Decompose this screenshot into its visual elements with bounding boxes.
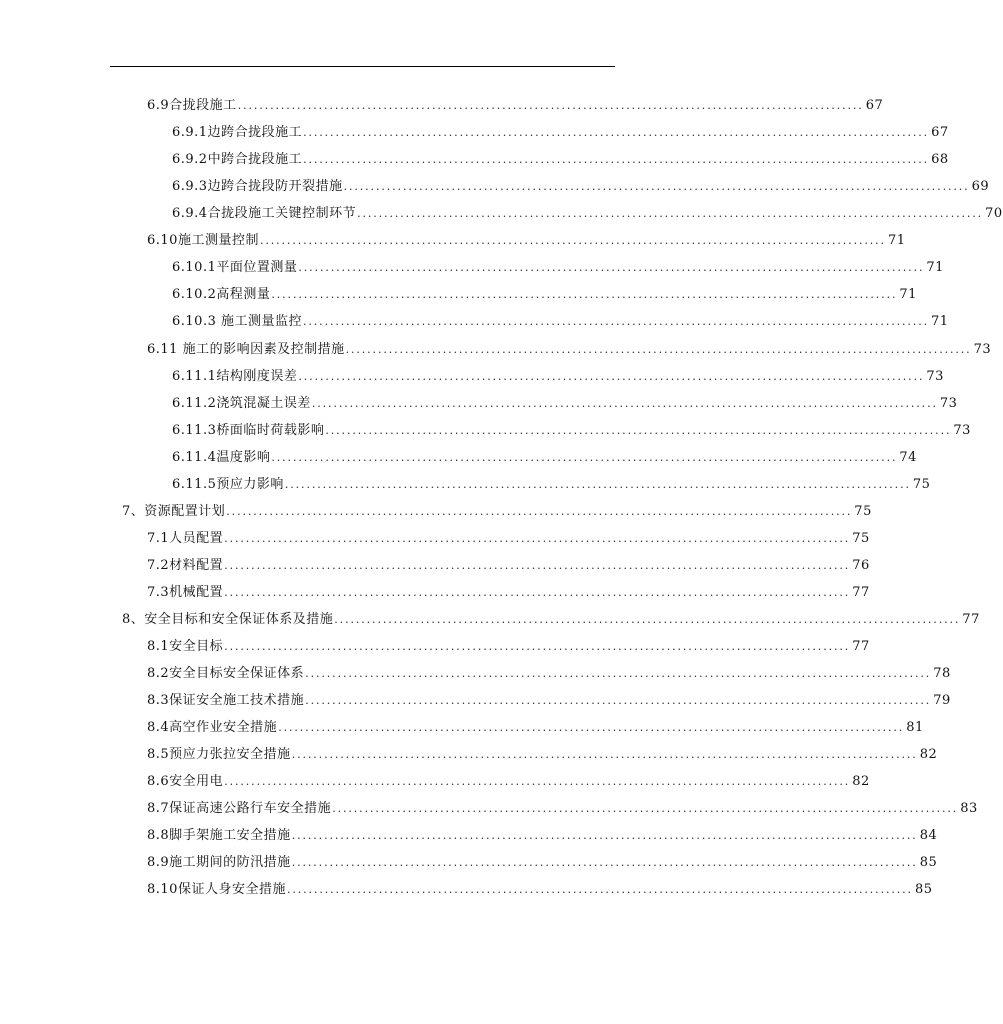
toc-entry[interactable]	[147, 689, 951, 709]
toc-page-number: 73	[939, 396, 958, 411]
toc-entry-label: 6.9.2中跨合拢段施工	[172, 152, 303, 167]
toc-entry-label: 6.9合拢段施工	[147, 98, 237, 113]
toc-entry-label: 6.11.4温度影响	[172, 450, 271, 465]
toc-page-number: 85	[919, 855, 938, 870]
toc-entry-label: 8.6安全用电	[147, 774, 224, 789]
dot-leader: ....................................................................................................................	[325, 424, 952, 437]
toc-entry[interactable]	[147, 851, 938, 871]
dot-leader: ....................................................................................................................	[278, 721, 905, 734]
toc-entry[interactable]	[147, 554, 870, 574]
toc-page-number: 75	[852, 531, 870, 546]
dot-leader: ....................................................................................................................	[224, 532, 851, 545]
toc-page-number: 71	[899, 287, 917, 302]
toc-entry-label: 8.10保证人身安全措施	[147, 882, 286, 897]
toc-page-number: 77	[962, 612, 980, 627]
toc-entry[interactable]	[147, 635, 870, 655]
toc-entry-label: 6.10.1平面位置测量	[172, 260, 298, 275]
toc-page-number: 82	[852, 774, 870, 789]
toc-entry[interactable]	[172, 256, 944, 276]
toc-page-number: 81	[906, 720, 924, 735]
toc-page-number: 67	[931, 125, 949, 140]
toc-entry-label: 6.9.1边跨合拢段施工	[172, 125, 303, 140]
toc-entry-label: 7、资源配置计划	[122, 504, 226, 519]
toc-entry-label: 8、安全目标和安全保证体系及措施	[122, 612, 334, 627]
dot-leader: ....................................................................................................................	[291, 856, 918, 869]
toc-entry-label: 8.3保证安全施工技术措施	[147, 693, 305, 708]
toc-entry[interactable]	[147, 581, 870, 601]
toc-entry[interactable]	[147, 94, 884, 114]
toc-page-number: 74	[899, 450, 917, 465]
toc-entry[interactable]	[147, 878, 933, 898]
toc-page-number: 73	[953, 423, 971, 438]
toc-entry[interactable]	[172, 365, 944, 385]
toc-page-number: 82	[919, 747, 938, 762]
toc-page-number: 76	[852, 558, 870, 573]
dot-leader: ....................................................................................................................	[303, 126, 930, 139]
toc-entry[interactable]	[172, 446, 917, 466]
toc-page-number: 73	[973, 342, 992, 357]
dot-leader: ....................................................................................................................	[298, 261, 925, 274]
toc-entry[interactable]	[147, 824, 938, 844]
toc-entry[interactable]	[172, 283, 917, 303]
dot-leader: ....................................................................................................................	[226, 505, 853, 518]
toc-page-number: 75	[912, 477, 931, 492]
toc-entry-label: 6.9.4合拢段施工关键控制环节	[172, 206, 357, 221]
toc-entry-label: 6.11.3桥面临时荷载影响	[172, 423, 325, 438]
toc-entry-label: 6.11.1结构刚度误差	[172, 369, 298, 384]
dot-leader: ....................................................................................................................	[298, 370, 925, 383]
toc-entry[interactable]	[147, 743, 938, 763]
dot-leader: ....................................................................................................................	[303, 153, 930, 166]
toc-entry[interactable]	[147, 229, 906, 249]
toc-entry-label: 7.1人员配置	[147, 531, 224, 546]
dot-leader: ....................................................................................................................	[286, 883, 913, 896]
dot-leader: ....................................................................................................................	[224, 559, 851, 572]
header-rule	[110, 66, 615, 67]
toc-entry-label: 7.2材料配置	[147, 558, 224, 573]
dot-leader: ....................................................................................................................	[271, 288, 898, 301]
dot-leader: ....................................................................................................................	[291, 748, 918, 761]
toc-page-number: 73	[926, 369, 944, 384]
dot-leader: ....................................................................................................................	[237, 99, 864, 112]
dot-leader: ....................................................................................................................	[302, 315, 929, 328]
toc-entry-label: 6.10.3 施工测量监控	[172, 314, 302, 329]
toc-entry-label: 8.1安全目标	[147, 639, 224, 654]
toc-entry[interactable]	[172, 310, 949, 330]
dot-leader: ....................................................................................................................	[334, 613, 961, 626]
toc-page-number: 70	[985, 206, 1003, 221]
dot-leader: ....................................................................................................................	[311, 397, 938, 410]
toc-entry[interactable]	[172, 148, 949, 168]
toc-entry-label: 8.4高空作业安全措施	[147, 720, 278, 735]
toc-entry[interactable]	[122, 500, 872, 520]
dot-leader: ....................................................................................................................	[224, 775, 851, 788]
toc-page-number: 71	[887, 233, 906, 248]
toc-entry[interactable]	[147, 716, 924, 736]
toc-entry[interactable]	[147, 770, 870, 790]
dot-leader: ....................................................................................................................	[357, 207, 984, 220]
toc-entry-label: 8.9施工期间的防汛措施	[147, 855, 291, 870]
toc-entry-label: 8.2安全目标安全保证体系	[147, 666, 305, 681]
toc-entry[interactable]	[147, 338, 992, 358]
toc-entry-label: 6.11 施工的影响因素及控制措施	[147, 342, 345, 357]
toc-entry[interactable]	[172, 202, 1003, 222]
toc-page-number: 77	[852, 585, 870, 600]
toc-entry-label: 6.9.3边跨合拢段防开裂措施	[172, 179, 343, 194]
dot-leader: ....................................................................................................................	[259, 234, 886, 247]
dot-leader: ....................................................................................................................	[345, 343, 972, 356]
toc-entry[interactable]	[172, 392, 958, 412]
toc-entry-label: 6.11.2浇筑混凝土误差	[172, 396, 311, 411]
dot-leader: ....................................................................................................................	[305, 694, 932, 707]
toc-entry-label: 8.8脚手架施工安全措施	[147, 828, 291, 843]
toc-page-number: 68	[931, 152, 949, 167]
toc-page-number: 71	[926, 260, 944, 275]
toc-entry[interactable]	[172, 121, 949, 141]
dot-leader: ....................................................................................................................	[305, 667, 932, 680]
toc-entry-label: 6.11.5预应力影响	[172, 477, 284, 492]
dot-leader: ....................................................................................................................	[284, 478, 911, 491]
toc-page-number: 67	[865, 98, 884, 113]
toc-entry-label: 8.7保证高速公路行车安全措施	[147, 801, 332, 816]
toc-entry[interactable]	[122, 608, 980, 628]
toc-page-number: 78	[933, 666, 951, 681]
toc-page-number: 79	[933, 693, 951, 708]
dot-leader: ....................................................................................................................	[332, 802, 959, 815]
toc-entry[interactable]	[147, 662, 951, 682]
toc-page-number: 69	[971, 179, 990, 194]
toc-page-number: 83	[960, 801, 978, 816]
toc-page-number: 77	[852, 639, 870, 654]
toc-page-number: 71	[931, 314, 949, 329]
toc-entry[interactable]	[172, 419, 971, 439]
toc-entry-label: 8.5预应力张拉安全措施	[147, 747, 291, 762]
toc-page-number: 75	[854, 504, 872, 519]
dot-leader: ....................................................................................................................	[224, 586, 851, 599]
toc-entry-label: 6.10施工测量控制	[147, 233, 259, 248]
toc-entry-label: 7.3机械配置	[147, 585, 224, 600]
toc-entry[interactable]	[147, 527, 870, 547]
dot-leader: ....................................................................................................................	[271, 451, 898, 464]
toc-entry[interactable]	[147, 797, 978, 817]
toc-entry-label: 6.10.2高程测量	[172, 287, 271, 302]
dot-leader: ....................................................................................................................	[224, 640, 851, 653]
dot-leader: ....................................................................................................................	[343, 180, 970, 193]
dot-leader: ....................................................................................................................	[291, 829, 918, 842]
toc-entry[interactable]	[172, 473, 931, 493]
toc-page-number: 85	[914, 882, 933, 897]
toc-page-number: 84	[919, 828, 938, 843]
toc-entry[interactable]	[172, 175, 990, 195]
